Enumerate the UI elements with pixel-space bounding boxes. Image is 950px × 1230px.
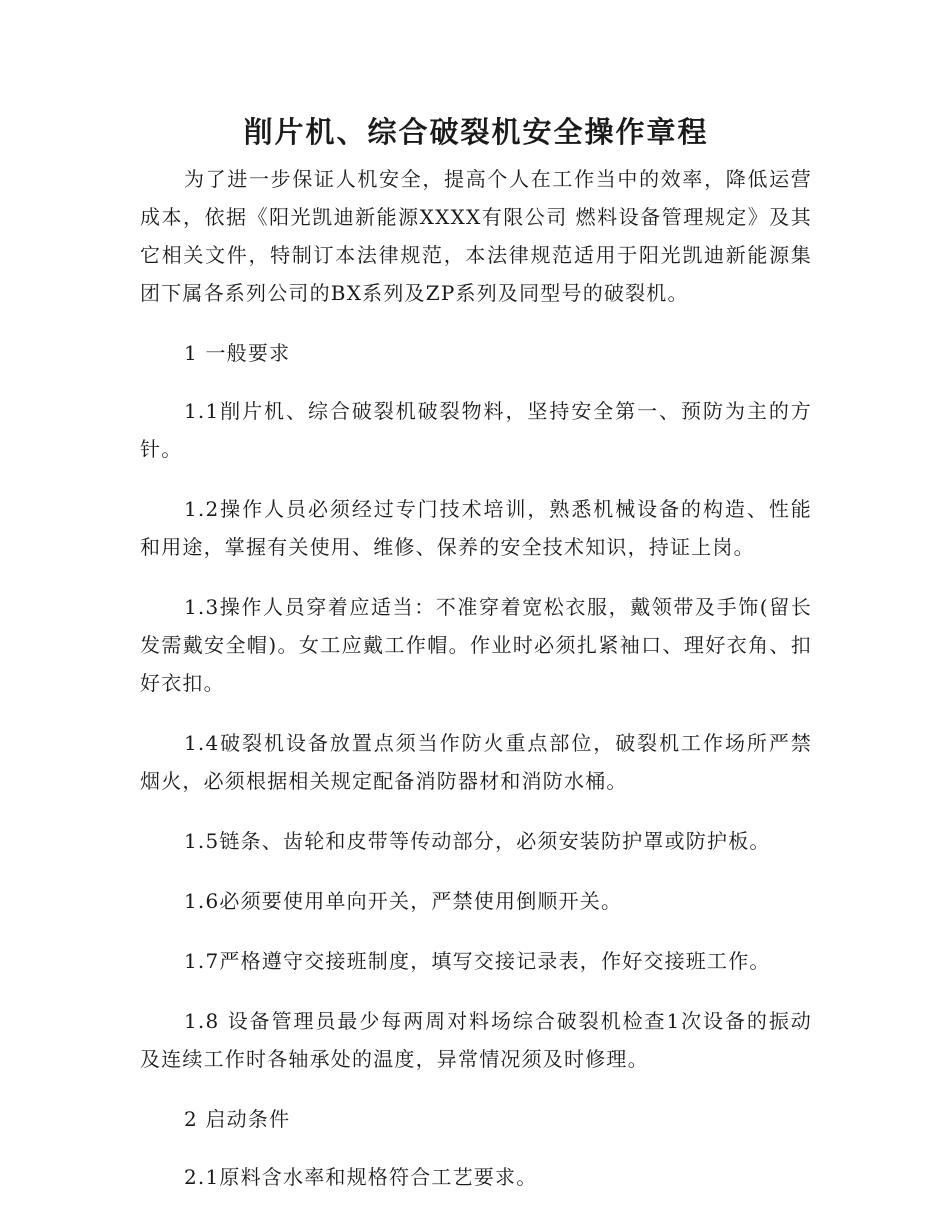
clause-1-2: 1.2操作人员必须经过专门技术培训，熟悉机械设备的构造、性能和用途，掌握有关使用、维修、保养的安全技术知识，持证上岗。 bbox=[140, 497, 812, 559]
clause-1-6: 1.6必须要使用单向开关，严禁使用倒顺开关。 bbox=[184, 889, 623, 913]
clause-1-5: 1.5链条、齿轮和皮带等传动部分，必须安装防护罩或防护板。 bbox=[184, 829, 771, 853]
clause-1-7: 1.7严格遵守交接班制度，填写交接记录表，作好交接班工作。 bbox=[184, 949, 771, 973]
clause-2-1: 2.1原料含水率和规格符合工艺要求。 bbox=[184, 1165, 538, 1189]
clause-1-3: 1.3操作人员穿着应适当：不准穿着宽松衣服，戴领带及手饰(留长发需戴安全帽)。女工应戴工作帽。作业时必须扎紧袖口、理好衣角、扣好衣扣。 bbox=[140, 595, 812, 695]
clause-1-4: 1.4破裂机设备放置点须当作防火重点部位，破裂机工作场所严禁烟火，必须根据相关规定配备消防器材和消防水桶。 bbox=[140, 731, 812, 793]
clause-1-1: 1.1削片机、综合破裂机破裂物料，坚持安全第一、预防为主的方针。 bbox=[140, 399, 812, 461]
section-1-heading: 1 一般要求 bbox=[184, 341, 291, 365]
document-page bbox=[140, 110, 812, 1218]
intro-paragraph: 为了进一步保证人机安全，提高个人在工作当中的效率，降低运营成本，依据《阳光凯迪新能源XXXX有限公司 燃料设备管理规定》及其它相关文件，特制订本法律规范，本法律规范适用于阳光凯迪新能源集团下属各系列公司的BX系列及ZP系列及同型号的破裂机。 bbox=[140, 167, 812, 305]
clause-1-8: 1.8 设备管理员最少每两周对料场综合破裂机检查1次设备的振动及连续工作时各轴承处的温度，异常情况须及时修理。 bbox=[140, 1009, 812, 1071]
document-title: 削片机、综合破裂机安全操作章程 bbox=[243, 115, 709, 149]
section-2-heading: 2 启动条件 bbox=[184, 1107, 291, 1131]
